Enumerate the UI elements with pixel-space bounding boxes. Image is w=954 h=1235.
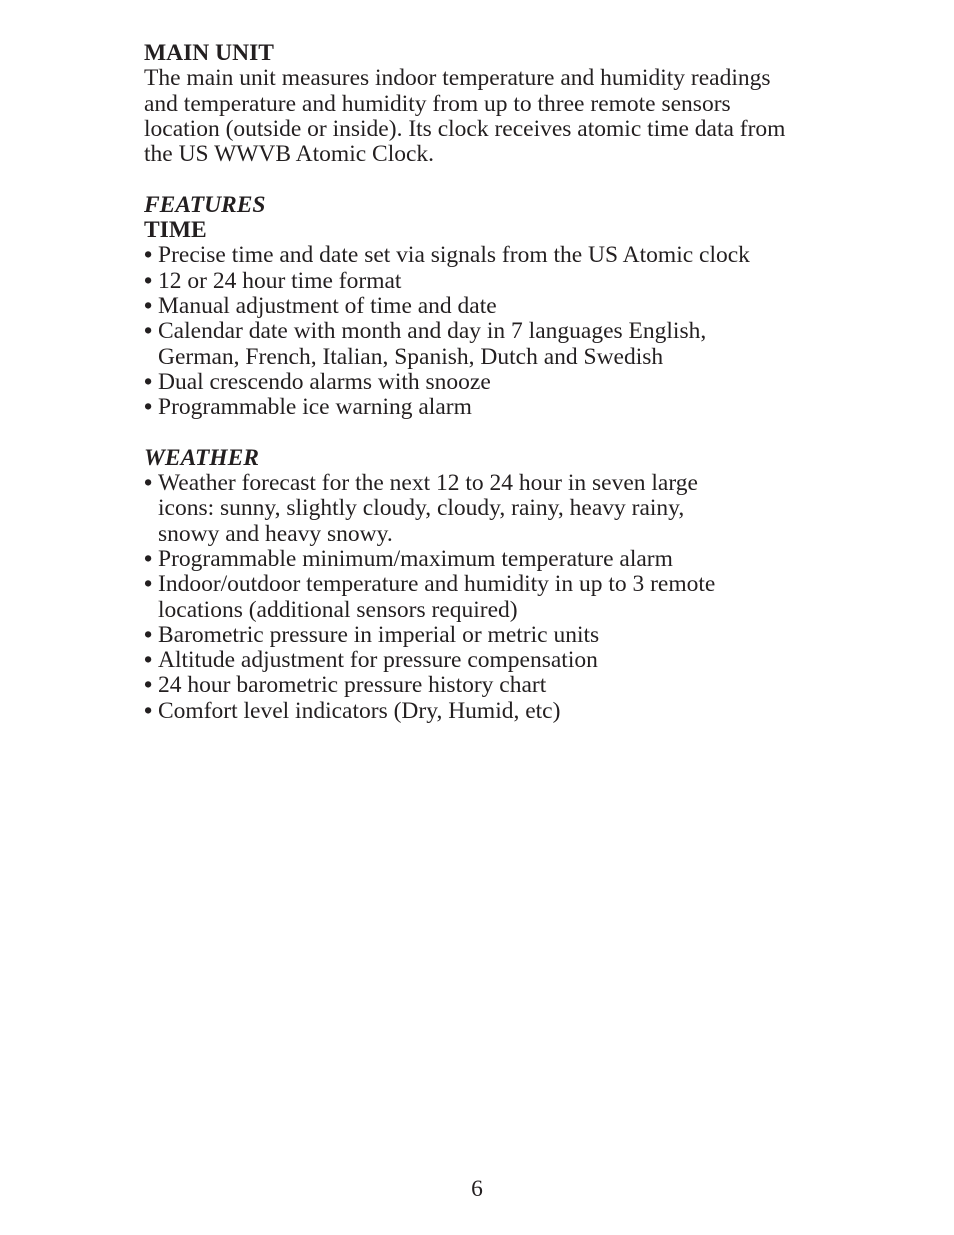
spacer <box>144 167 844 192</box>
spacer <box>144 420 844 445</box>
list-item <box>144 648 844 673</box>
list-item-text: Indoor/outdoor temperature and humidity in up to 3 remote locations (additional sensors required) <box>158 571 716 623</box>
bullet-icon: • <box>144 242 153 269</box>
bullet-icon: • <box>144 470 153 497</box>
list-item-text: 24 hour barometric pressure history chart <box>158 672 547 699</box>
bullet-icon: • <box>144 267 153 294</box>
bullet-icon: • <box>144 621 153 648</box>
list-item-text: Manual adjustment of time and date <box>158 292 497 319</box>
list-item-text: Programmable minimum/maximum temperature alarm <box>158 545 673 572</box>
page-number: 6 <box>471 1176 483 1202</box>
list-item-text: Weather forecast for the next 12 to 24 hour in seven large icons: sunny, slightly cloudy, cloudy, rainy, heavy rainy, snowy and heavy snowy. <box>158 470 698 547</box>
list-item <box>144 269 804 294</box>
main-unit-heading: MAIN UNIT <box>144 40 274 66</box>
bullet-icon: • <box>144 292 153 319</box>
list-item-text: 12 or 24 hour time format <box>158 267 402 294</box>
list-item-text: Altitude adjustment for pressure compensation <box>158 647 598 674</box>
time-heading: TIME <box>144 217 207 244</box>
main-unit-description: The main unit measures indoor temperature and humidity readings and temperature and humidity from up to three remote sensors location (outside or inside). Its clock receives atomic time data from the US WWVB Atomic Clock. <box>144 65 786 168</box>
list-item <box>144 294 804 319</box>
bullet-icon: • <box>144 368 153 395</box>
bullet-icon: • <box>144 672 153 699</box>
weather-heading: WEATHER <box>144 444 259 471</box>
list-item <box>144 319 764 370</box>
list-item <box>144 395 804 420</box>
bullet-icon: • <box>144 697 153 724</box>
bullet-icon: • <box>144 394 153 421</box>
time-features-list <box>144 243 804 420</box>
list-item <box>144 673 844 698</box>
list-item <box>144 471 748 547</box>
bullet-icon: • <box>144 647 153 674</box>
list-item-text: Barometric pressure in imperial or metric units <box>158 621 600 648</box>
list-item <box>144 370 804 395</box>
document-page <box>144 41 844 724</box>
list-item-text: Programmable ice warning alarm <box>158 394 472 421</box>
list-item-text: Precise time and date set via signals from the US Atomic clock <box>158 242 750 269</box>
list-item <box>144 547 844 572</box>
list-item-text: Comfort level indicators (Dry, Humid, etc) <box>158 697 561 724</box>
bullet-icon: • <box>144 571 153 598</box>
list-item <box>144 572 774 623</box>
bullet-icon: • <box>144 318 153 345</box>
bullet-icon: • <box>144 545 153 572</box>
features-heading: FEATURES <box>144 191 266 218</box>
weather-features-list <box>144 471 844 724</box>
list-item <box>144 699 844 724</box>
list-item-text: Calendar date with month and day in 7 languages English, German, French, Italian, Spanish, Dutch and Swedish <box>158 318 707 370</box>
list-item <box>144 243 804 268</box>
list-item <box>144 623 844 648</box>
list-item-text: Dual crescendo alarms with snooze <box>158 368 491 395</box>
